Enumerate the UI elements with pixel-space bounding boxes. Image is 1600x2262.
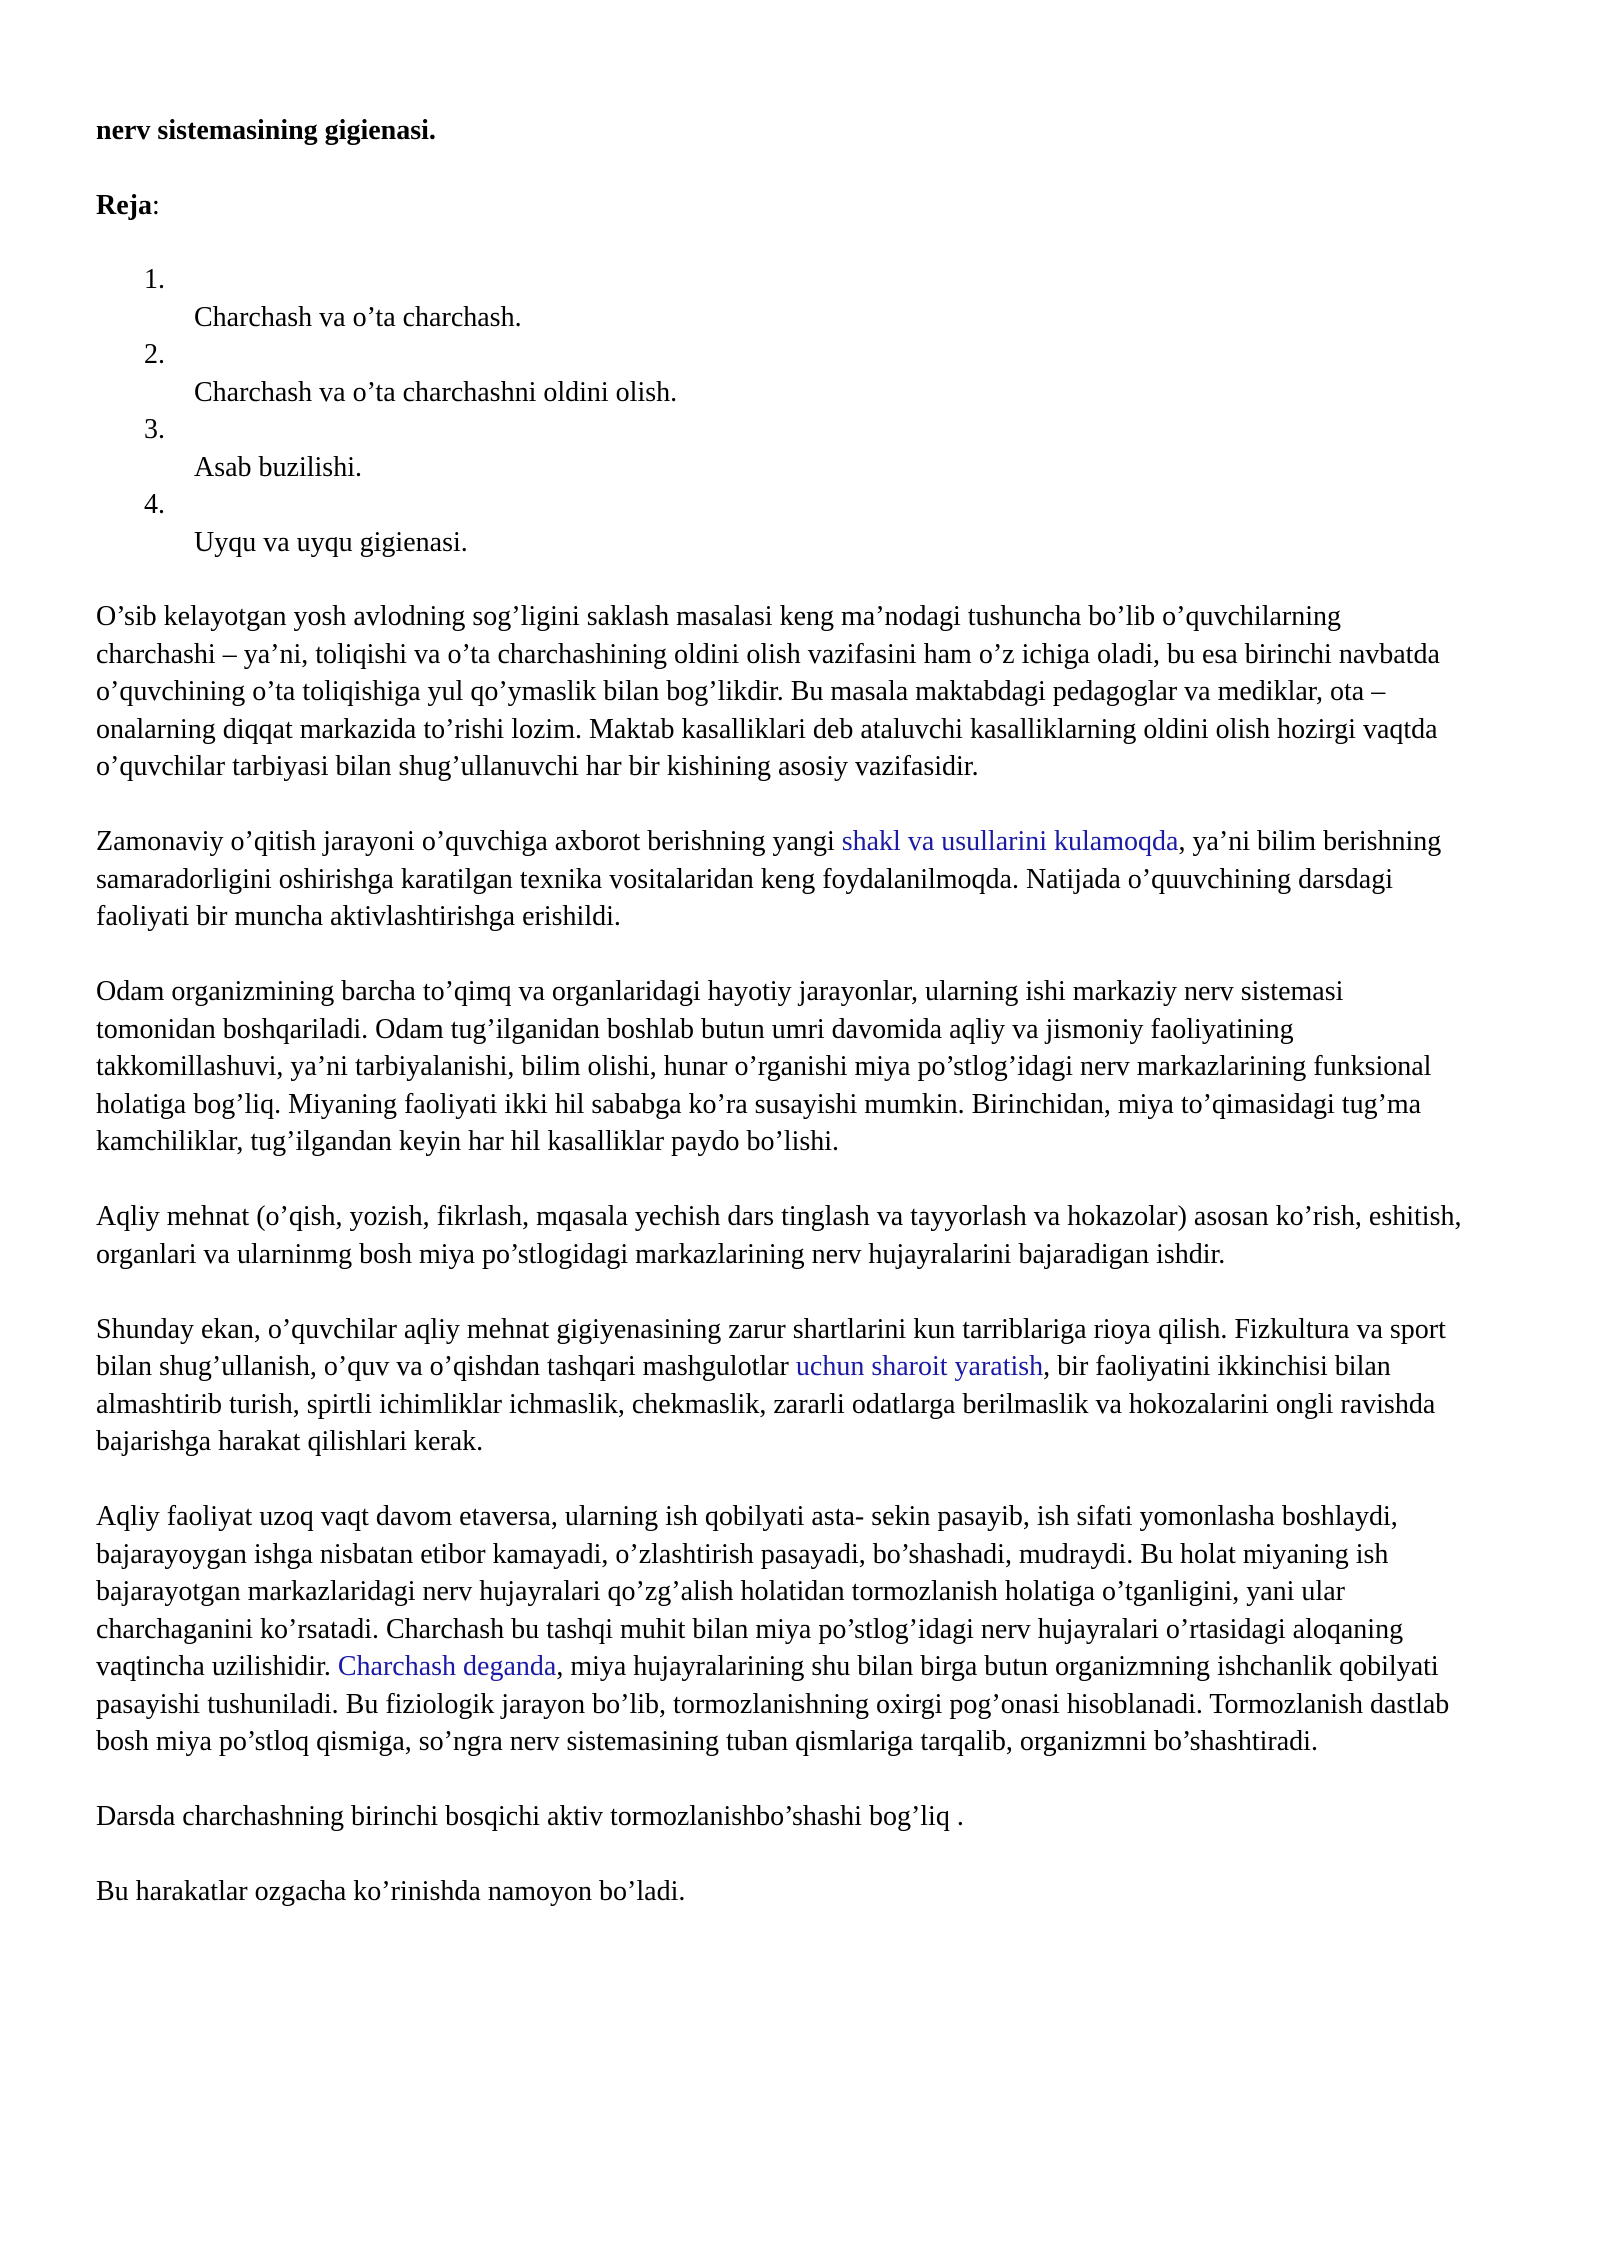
paragraph-hygiene-rules xyxy=(96,1311,1466,1461)
plan-item-number: 3. xyxy=(144,414,165,445)
paragraph-organism-nervous-system: Odam organizmining barcha to’qimq va organlaridagi hayotiy jarayonlar, ularning ishi markaziy nerv sistemasi tomonidan boshqariladi. Odam tug’ilganidan boshlab butun umri davomida aqliy va jismoniy faoliyatining takkomillashuvi, ya’ni tarbiyalanishi, bilim olishi, hunar o’rganishi miya po’stlog’idagi nerv markazlarining funksional holatiga bog’liq. Miyaning faoliyati ikki hil sababga ko’ra susayishi mumkin. Birinchidan, miya to’qimasidagi tug’ma kamchiliklar, tug’ilgandan keyin har hil kasalliklar paydo bo’lishi. xyxy=(96,976,1432,1157)
paragraph-modern-teaching xyxy=(96,823,1466,936)
paragraph-fatigue xyxy=(96,1498,1466,1761)
plan-item xyxy=(96,336,1466,411)
plan-item-text: Asab buzilishi. xyxy=(194,451,362,483)
plan-heading: Reja xyxy=(96,189,152,221)
link-uchun-sharoit-yaratish[interactable]: uchun sharoit yaratish xyxy=(795,1351,1044,1382)
paragraph-manifestation: Bu harakatlar ozgacha ko’rinishda namoyon bo’ladi. xyxy=(96,1876,686,1907)
plan-item-number: 2. xyxy=(144,339,165,370)
plan-item-number: 4. xyxy=(144,489,165,520)
plan-item xyxy=(96,486,1466,561)
paragraph-text: Zamonaviy o’qitish jarayoni o’quvchiga axborot berishning yangi xyxy=(96,826,842,857)
paragraph-health-of-youth: O’sib kelayotgan yosh avlodning sog’ligini saklash masalasi keng ma’nodagi tushuncha bo’lib o’quvchilarning charchashi – ya’ni, toliqishi va o’ta charchashining oldini olish vazifasini ham o’z ichiga oladi, bu esa birinchi navbatda o’quvchining o’ta toliqishiga yul qo’ymaslik bilan bog’likdir. Bu masala maktabdagi pedagoglar va mediklar, ota – onalarning diqqat markazida to’rishi lozim. Maktab kasalliklari deb ataluvchi kasalliklarning oldini olish hozirgi vaqtda o’quvchilar tarbiyasi bilan shug’ullanuvchi har bir kishining asosiy vazifasidir. xyxy=(96,601,1440,782)
plan-heading-colon: : xyxy=(151,189,160,221)
plan-item-text: Charchash va o’ta charchashni oldini olish. xyxy=(194,376,678,408)
plan-heading-line xyxy=(96,187,1466,225)
plan-item xyxy=(96,411,1466,486)
paragraph-fatigue-first-stage: Darsda charchashning birinchi bosqichi aktiv tormozlanishbo’shashi bog’liq . xyxy=(96,1801,964,1832)
plan-item-text: Charchash va o’ta charchash. xyxy=(194,301,522,333)
plan-item-number: 1. xyxy=(144,264,165,295)
document-title: nerv sistemasining gigienasi. xyxy=(96,115,436,146)
paragraph-text: , miya hujayralarining shu bilan birga butun organizmning ishchanlik qobilyati pasayishi tushuniladi. Bu fiziologik jarayon bo’lib, tormozlanishning oxirgi pog’onasi hisoblanadi. Tormozlanish dastlab bosh miya po’stloq qismiga, so’ngra nerv sistemasining tuban qismlariga tarqalib, organizmni bo’shashtiradi. xyxy=(96,1651,1450,1757)
paragraph-text: , ya’ni bilim berishning samaradorligini oshirishga karatilgan texnika vositalaridan keng foydalanilmoqda. Natijada o’quuvchining darsdagi faoliyati bir muncha aktivlashtirishga erishildi. xyxy=(96,826,1442,932)
document-page xyxy=(96,112,1466,1948)
link-charchash-deganda[interactable]: Charchash deganda xyxy=(337,1651,557,1682)
paragraph-mental-work: Aqliy mehnat (o’qish, yozish, fikrlash, mqasala yechish dars tinglash va tayyorlash va hokazolar) asosan ko’rish, eshitish, organlari va ularninmg bosh miya po’stlogidagi markazlarining nerv hujayralarini bajaradigan ishdir. xyxy=(96,1201,1462,1270)
paragraph-text: Shunday ekan, o’quvchilar aqliy mehnat gigiyenasining zarur shartlarini kun tarriblariga rioya qilish. Fizkultura va sport bilan shug’ullanish, o’quv va o’qishdan tashqari mashgulotlar xyxy=(96,1313,1446,1382)
paragraph-text: , bir faoliyatini ikkinchisi bilan almashtirib turish, spirtli ichimliklar ichmaslik, chekmaslik, zararli odatlarga berilmaslik va hokozalarini ongli ravishda bajarishga harakat qilishlari kerak. xyxy=(96,1351,1436,1457)
paragraph-text: Aqliy faoliyat uzoq vaqt davom etaversa, ularning ish qobilyati asta- sekin pasayib, ish sifati yomonlasha boshlaydi, bajarayoygan ishga nisbatan etibor kamayadi, o’zlashtirish pasayadi, bo’shashadi, mudraydi. Bu holat miyaning ish bajarayotgan markazlaridagi nerv hujayralari qo’zg’alish holatidan tormozlanish holatiga o’tganligini, yani ular charchaganini ko’rsatadi. Charchash bu tashqi muhit bilan miya po’stlog’idagi nerv hujayralari o’rtasidagi aloqaning vaqtincha uzilishidir. xyxy=(96,1501,1404,1682)
link-shakl-va-usullari[interactable]: shakl va usullarini kulamoqda xyxy=(841,826,1179,857)
plan-item xyxy=(96,261,1466,336)
plan-item-text: Uyqu va uyqu gigienasi. xyxy=(194,526,468,558)
plan-list xyxy=(96,261,1466,561)
